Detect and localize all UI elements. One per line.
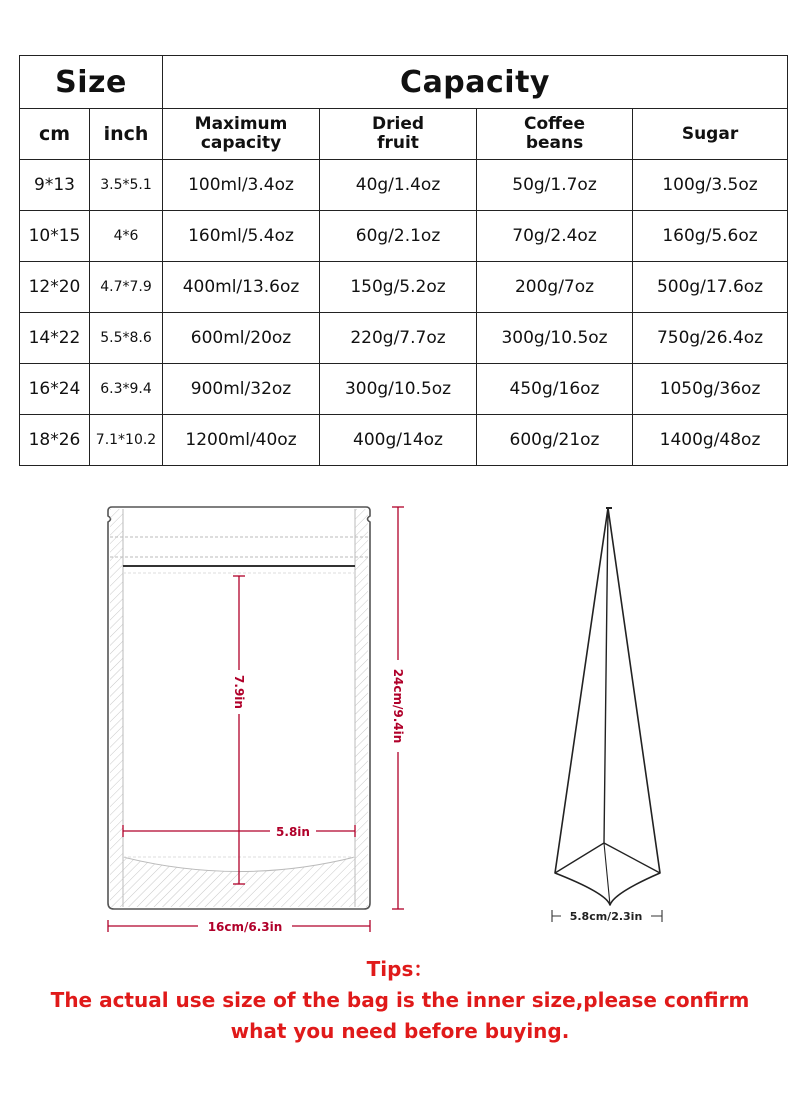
cell-max-capacity: 600ml/20oz — [163, 313, 320, 364]
cell-coffee-beans: 600g/21oz — [477, 415, 633, 466]
column-header-line: beans — [525, 133, 584, 153]
column-header-line: Maximum — [194, 114, 288, 134]
size-header: Size — [20, 56, 163, 109]
cell-sugar: 1050g/36oz — [633, 364, 788, 415]
cell-max-capacity: 100ml/3.4oz — [163, 160, 320, 211]
cell-max-capacity: 900ml/32oz — [163, 364, 320, 415]
cell-inch: 6.3*9.4 — [90, 364, 163, 415]
cell-inch: 3.5*5.1 — [90, 160, 163, 211]
cell-dried-fruit: 60g/2.1oz — [320, 211, 477, 262]
column-header-inch: inch — [90, 109, 163, 160]
cell-coffee-beans: 300g/10.5oz — [477, 313, 633, 364]
column-header-line: Dried — [372, 114, 425, 134]
cell-coffee-beans: 50g/1.7oz — [477, 160, 633, 211]
cell-coffee-beans: 200g/7oz — [477, 262, 633, 313]
cell-inch: 4*6 — [90, 211, 163, 262]
tips-message — [30, 985, 770, 1047]
cell-max-capacity: 1200ml/40oz — [163, 415, 320, 466]
cell-inch: 4.7*7.9 — [90, 262, 163, 313]
cell-max-capacity: 160ml/5.4oz — [163, 211, 320, 262]
cell-dried-fruit: 40g/1.4oz — [320, 160, 477, 211]
outer-width-label: 16cm/6.3in — [207, 920, 283, 934]
cell-coffee-beans: 70g/2.4oz — [477, 211, 633, 262]
pouch-side-view — [552, 508, 662, 923]
cell-inch: 5.5*8.6 — [90, 313, 163, 364]
cell-dried-fruit: 300g/10.5oz — [320, 364, 477, 415]
cell-max-capacity: 400ml/13.6oz — [163, 262, 320, 313]
tips-line: what you need before buying. — [230, 1019, 570, 1043]
cell-sugar: 750g/26.4oz — [633, 313, 788, 364]
cell-sugar: 160g/5.6oz — [633, 211, 788, 262]
inner-width-label: 5.8in — [276, 825, 310, 839]
column-header-line: fruit — [377, 133, 419, 153]
cell-cm: 16*24 — [20, 364, 90, 415]
cell-cm: 9*13 — [20, 160, 90, 211]
tips-title: Tips： — [366, 957, 434, 981]
outer-height-label: 24cm/9.4in — [391, 668, 405, 744]
cell-dried-fruit: 220g/7.7oz — [320, 313, 477, 364]
cell-cm: 18*26 — [20, 415, 90, 466]
cell-cm: 10*15 — [20, 211, 90, 262]
cell-sugar: 100g/3.5oz — [633, 160, 788, 211]
cell-inch: 7.1*10.2 — [90, 415, 163, 466]
cell-sugar: 500g/17.6oz — [633, 262, 788, 313]
column-header-cm: cm — [20, 109, 90, 160]
inner-height-label: 7.9in — [232, 675, 246, 709]
capacity-header: Capacity — [163, 56, 788, 109]
cell-dried-fruit: 400g/14oz — [320, 415, 477, 466]
tips-line: The actual use size of the bag is the inner size,please confirm — [50, 988, 750, 1012]
cell-coffee-beans: 450g/16oz — [477, 364, 633, 415]
pouch-front-view — [108, 507, 406, 934]
column-header-sugar: Sugar — [633, 109, 788, 160]
column-header-line: capacity — [200, 133, 282, 153]
cell-sugar: 1400g/48oz — [633, 415, 788, 466]
cell-cm: 14*22 — [20, 313, 90, 364]
gusset-width-label: 5.8cm/2.3in — [569, 910, 643, 923]
right-seal — [355, 509, 368, 907]
cell-dried-fruit: 150g/5.2oz — [320, 262, 477, 313]
column-header-line: Coffee — [524, 114, 586, 134]
left-seal — [110, 509, 123, 907]
cell-cm: 12*20 — [20, 262, 90, 313]
